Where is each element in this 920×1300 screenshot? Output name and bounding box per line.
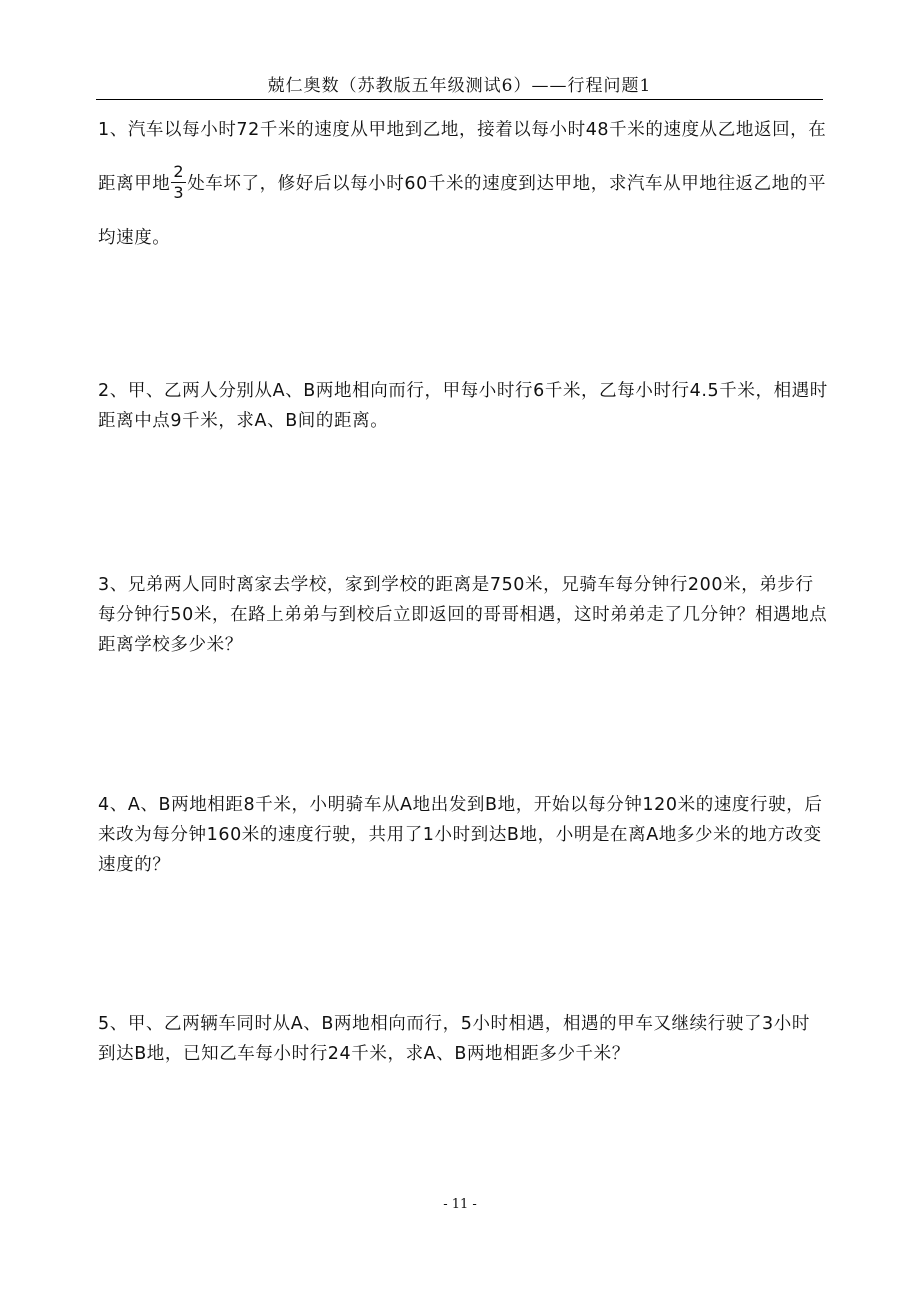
problem-1-text-a: 1、汽车以每小时72千米的速度从甲地到乙地，接着以每小时48千米的速度从乙地返回，在距离甲地 [98, 120, 827, 194]
problem-2: 2、甲、乙两人分别从A、B两地相向而行，甲每小时行6千米，乙每小时行4.5千米，相遇时距离中点9千米，求A、B间的距离。 [98, 381, 828, 431]
problem-1-text-b: 处车坏了，修好后以每小时60千米的速度到达甲地，求汽车从甲地往返乙地的平均速度。 [98, 174, 827, 248]
page-number: - 11 - [443, 1197, 477, 1212]
problem-4: 4、A、B两地相距8千米，小明骑车从A地出发到B地，开始以每分钟120米的速度行驶，后来改为每分钟160米的速度行驶，共用了1小时到达B地，小明是在离A地多少米的地方改变速度的？ [98, 795, 823, 875]
problem-3: 3、兄弟两人同时离家去学校，家到学校的距离是750米，兄骑车每分钟行200米，弟步行每分钟行50米，在路上弟弟与到校后立即返回的哥哥相遇，这时弟弟走了几分钟？相遇地点距离学校多少米？ [98, 575, 828, 655]
header-divider [96, 99, 823, 100]
problem-1 [98, 103, 828, 265]
fraction-numerator: 2 [173, 161, 185, 181]
page-header: 兢仁奥数（苏教版五年级测试6）——行程问题1 [267, 76, 652, 96]
fraction-denominator: 3 [173, 182, 185, 202]
fraction-two-thirds [171, 163, 186, 202]
problem-5: 5、甲、乙两辆车同时从A、B两地相向而行，5小时相遇，相遇的甲车又继续行驶了3小时到达B地，已知乙车每小时行24千米，求A、B两地相距多少千米？ [98, 1014, 810, 1064]
